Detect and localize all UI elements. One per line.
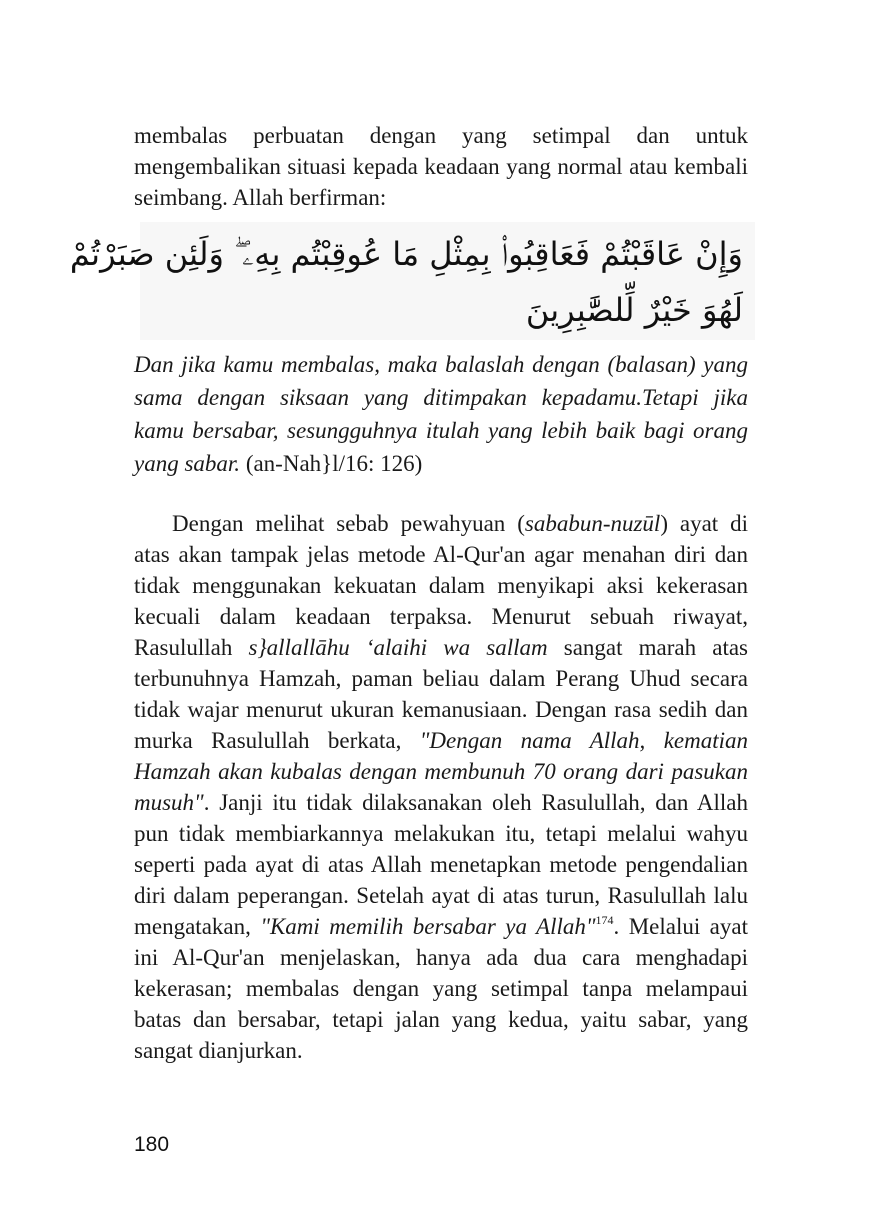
verse-translation [134,348,748,480]
body-text-2: ) ayat di atas akan tampak jelas metode Al-Qur'an agar menahan diri dan tidak menggunakan kekuatan dalam menyikapi aksi kekerasan kecuali dalam keadaan terpaksa. Menurut sebuah riwayat, Rasulullah [134,511,748,660]
term-salawat: s}allallāhu ‘alaihi wa sallam [248,635,548,660]
arabic-verse-line-2: لَهُوَ خَيْرٌ لِّلصَّٰبِرِينَ [525,291,743,329]
quote-bersabar: "Kami memilih bersabar ya Allah" [260,914,596,939]
body-text-4: . Janji itu tidak dilaksanakan oleh Rasulullah, dan Allah pun tidak membiarkannya melakukan itu, tetapi melalui wahyu seperti pada ayat di atas Allah menetapkan metode pengendalian diri dalam peperangan. Setelah ayat di atas turun, Rasulullah lalu mengatakan, [134,790,748,939]
page-number: 180 [134,1133,170,1156]
intro-paragraph: membalas perbuatan dengan yang setimpal dan untuk mengembalikan situasi kepada keadaan yang normal atau kembali seimbang. Allah berfirman: [134,123,748,210]
quote-hamzah: "Dengan nama Allah, kematian Hamzah akan kubalas dengan membunuh 70 orang dari pasukan musuh" [134,728,748,815]
translation-text: Dan jika kamu membalas, maka balaslah dengan (balasan) yang sama dengan siksaan yang ditimpakan kepadamu.Tetapi jika kamu bersabar, sesungguhnya itulah yang lebih baik bagi orang yang sabar. [134,352,748,476]
body-paragraph [134,508,748,1066]
body-text-5: . Melalui ayat ini Al-Qur'an menjelaskan, hanya ada dua cara menghadapi kekerasan; membalas dengan yang setimpal tanpa melampaui batas dan bersabar, tetapi jalan yang kedua, yaitu sabar, yang sangat dianjurkan. [134,914,748,1063]
term-sababun-nuzul: sababun-nuzūl [524,511,661,536]
body-text-1: Dengan melihat sebab pewahyuan ( [172,511,525,536]
verse-reference: (an-Nah}l/16: 126) [240,451,423,476]
body-text-3: sangat marah atas terbunuhnya Hamzah, paman beliau dalam Perang Uhud secara tidak wajar menurut ukuran kemanusiaan. Dengan rasa sedih dan murka Rasulullah berkata, [134,635,748,753]
arabic-verse-line-1: وَإِنْ عَاقَبْتُمْ فَعَاقِبُوا۟ بِمِثْلِ مَا عُوقِبْتُم بِهِۦ ۖ وَلَئِن صَبَرْتُمْ [69,235,743,273]
footnote-marker[interactable]: 174 [595,913,614,927]
arabic-verse [69,222,755,340]
